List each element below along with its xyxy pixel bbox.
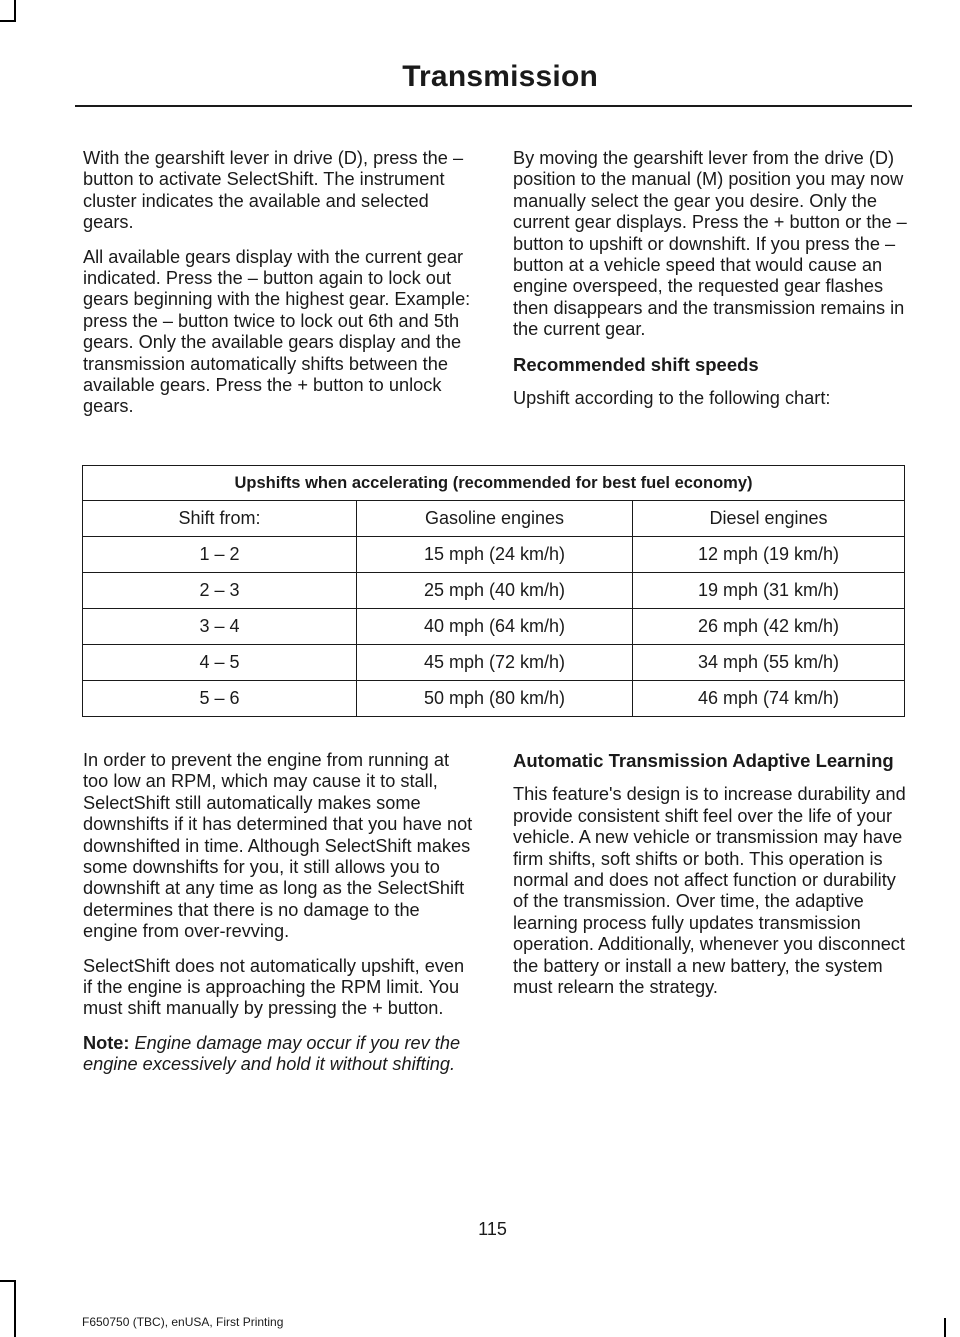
paragraph-adaptive-learning: This feature's design is to increase durability and provide consistent shift feel over the life of your vehicle. A new vehicle or transmission may have firm shifts, soft shifts or both. This operation is normal and does not affect function or durability of the transmission. Over time, the adaptive learning process fully updates transmission operation. Additionally, whenever you disconnect the battery or install a new battery, the system must relearn the strategy.: [513, 784, 906, 998]
cell-gasoline: 15 mph (24 km/h): [357, 537, 633, 573]
table-header-row: [83, 501, 905, 537]
crop-mark-bottom-left-v: [14, 1280, 16, 1337]
cell-diesel: 19 mph (31 km/h): [633, 573, 905, 609]
note-text: Engine damage may occur if you rev the engine excessively and hold it without shifting.: [83, 1032, 461, 1075]
column-header-diesel: Diesel engines: [633, 501, 905, 537]
crop-mark-bottom-left-h: [0, 1280, 16, 1282]
cell-diesel: 26 mph (42 km/h): [633, 609, 905, 645]
table-caption-row: [83, 466, 905, 501]
cell-diesel: 46 mph (74 km/h): [633, 681, 905, 717]
table-row: [83, 609, 905, 645]
cell-gasoline: 45 mph (72 km/h): [357, 645, 633, 681]
crop-mark-bottom-right-v: [944, 1318, 946, 1337]
cell-shift: 1 – 2: [83, 537, 357, 573]
paragraph-automatic-downshifts: In order to prevent the engine from running at too low an RPM, which may cause it to stall, SelectShift still automatically makes some downshifts if it has determined that you have not downshifted in time. Although SelectShift makes some downshifts for you, it still allows you to downshift at any time as long as the SelectShift determines that there is no damage to the engine from over-revving.: [83, 750, 473, 942]
right-column-bottom: [513, 750, 908, 1011]
heading-recommended-shift-speeds: Recommended shift speeds: [513, 353, 759, 375]
paragraph-no-auto-upshift: SelectShift does not automatically upshift, even if the engine is approaching the RPM limit. You must shift manually by pressing the + button.: [83, 955, 465, 1019]
crop-mark-top-left-h: [0, 20, 16, 22]
right-column-top: [513, 148, 908, 422]
note-paragraph: [83, 1033, 478, 1076]
heading-adaptive-learning: Automatic Transmission Adaptive Learning: [513, 750, 894, 771]
table-row: [83, 537, 905, 573]
cell-gasoline: 40 mph (64 km/h): [357, 609, 633, 645]
column-header-shift-from: Shift from:: [83, 501, 357, 537]
note-label: Note:: [83, 1032, 130, 1053]
shift-speeds-table: [82, 465, 905, 717]
left-column-bottom: [83, 750, 478, 1089]
cell-shift: 5 – 6: [83, 681, 357, 717]
cell-shift: 2 – 3: [83, 573, 357, 609]
paragraph-available-gears: All available gears display with the current gear indicated. Press the – button again to lock out gears beginning with the highest gear. Example: press the – button twice to lock out 6th and 5th gears. Only the available gears display and the transmission automatically shifts between the available gears. Press the + button to unlock gears.: [83, 246, 471, 417]
cell-shift: 3 – 4: [83, 609, 357, 645]
cell-diesel: 34 mph (55 km/h): [633, 645, 905, 681]
paragraph-manual-position: By moving the gearshift lever from the drive (D) position to the manual (M) position you may now manually select the gear you desire. Only the current gear displays. Press the + button or the – button to upshift or downshift. If you press the – button at a vehicle speed that would cause an engine overspeed, the requested gear flashes then disappears and the transmission remains in the current gear.: [513, 148, 907, 340]
table-row: [83, 645, 905, 681]
header-divider: [75, 105, 912, 107]
cell-gasoline: 25 mph (40 km/h): [357, 573, 633, 609]
page-title: Transmission: [402, 60, 598, 93]
table-row: [83, 573, 905, 609]
column-header-gasoline: Gasoline engines: [357, 501, 633, 537]
table-caption: Upshifts when accelerating (recommended for best fuel economy): [83, 466, 905, 501]
footer-print-info: F650750 (TBC), enUSA, First Printing: [82, 1315, 284, 1329]
cell-shift: 4 – 5: [83, 645, 357, 681]
cell-gasoline: 50 mph (80 km/h): [357, 681, 633, 717]
table-row: [83, 681, 905, 717]
paragraph-upshift-chart: Upshift according to the following chart:: [513, 388, 831, 409]
left-column-top: [83, 148, 478, 431]
paragraph-activate-selectshift: With the gearshift lever in drive (D), press the – button to activate SelectShift. The instrument cluster indicates the available and selected gears.: [83, 148, 464, 233]
crop-mark-top-left-v: [14, 0, 16, 22]
cell-diesel: 12 mph (19 km/h): [633, 537, 905, 573]
page-number: 115: [478, 1219, 507, 1239]
